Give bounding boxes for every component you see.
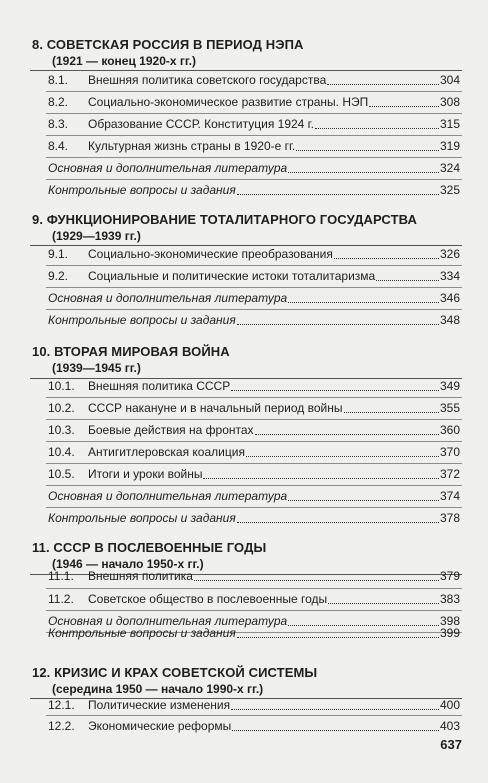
leader-dots bbox=[194, 580, 439, 581]
entry-title: Основная и дополнительная литература bbox=[48, 160, 288, 175]
entry-page: 324 bbox=[439, 160, 460, 175]
entry-title: Контрольные вопросы и задания bbox=[48, 510, 236, 525]
entry-page: 326 bbox=[439, 246, 460, 261]
leader-dots bbox=[288, 500, 439, 501]
entry-page: 360 bbox=[439, 422, 460, 437]
entry-page: 379 bbox=[439, 568, 460, 583]
entry-page: 349 bbox=[439, 378, 460, 393]
entry-number: 8.4. bbox=[48, 138, 69, 153]
entry-number: 10.2. bbox=[48, 400, 75, 415]
toc-entry[interactable] bbox=[48, 69, 460, 91]
entry-page: 403 bbox=[439, 718, 460, 733]
toc-entry[interactable] bbox=[48, 565, 460, 587]
leader-dots bbox=[369, 106, 439, 107]
section-subtitle: (1946 — начало 1950-х гг.) bbox=[52, 557, 204, 571]
toc-entry-literature[interactable] bbox=[48, 485, 460, 507]
entry-number: 8.1. bbox=[48, 72, 69, 87]
entry-title: Основная и дополнительная литература bbox=[48, 488, 288, 503]
leader-dots bbox=[237, 637, 439, 638]
entry-page: 319 bbox=[439, 138, 460, 153]
entry-page: 370 bbox=[439, 444, 460, 459]
leader-dots bbox=[203, 478, 438, 479]
entry-number: 10.5. bbox=[48, 466, 75, 481]
leader-dots bbox=[334, 258, 439, 259]
entry-page: 398 bbox=[439, 613, 460, 628]
leader-dots bbox=[237, 194, 439, 195]
entry-page: 334 bbox=[439, 268, 460, 283]
entry-number: 8.2. bbox=[48, 94, 69, 109]
page-number: 637 bbox=[440, 737, 462, 752]
toc-entry[interactable] bbox=[48, 375, 460, 397]
toc-entry[interactable] bbox=[48, 243, 460, 265]
entry-page: 304 bbox=[439, 72, 460, 87]
entry-title: Образование СССР. Конституция 1924 г. bbox=[88, 116, 314, 131]
section-subtitle: (1921 — конец 1920-х гг.) bbox=[52, 54, 196, 68]
toc-entry[interactable] bbox=[48, 441, 460, 463]
entry-title: Основная и дополнительная литература bbox=[48, 613, 288, 628]
entry-title: Контрольные вопросы и задания bbox=[48, 625, 236, 640]
toc-entry-literature[interactable] bbox=[48, 157, 460, 179]
entry-number: 12.2. bbox=[48, 718, 75, 733]
section-subtitle: (1939—1945 гг.) bbox=[52, 361, 141, 375]
entry-number: 12.1. bbox=[48, 697, 75, 712]
leader-dots bbox=[344, 412, 439, 413]
entry-page: 400 bbox=[439, 697, 460, 712]
toc-entry[interactable] bbox=[48, 694, 460, 716]
leader-dots bbox=[328, 603, 439, 604]
toc-entry-literature[interactable] bbox=[48, 287, 460, 309]
leader-dots bbox=[237, 522, 439, 523]
leader-dots bbox=[231, 390, 439, 391]
entry-title: Контрольные вопросы и задания bbox=[48, 312, 236, 327]
leader-dots bbox=[296, 150, 439, 151]
toc-entry-questions[interactable] bbox=[48, 179, 460, 201]
entry-page: 348 bbox=[439, 312, 460, 327]
section-title: 10. ВТОРАЯ МИРОВАЯ ВОЙНА bbox=[32, 344, 230, 359]
entry-page: 346 bbox=[439, 290, 460, 305]
toc-entry[interactable] bbox=[48, 463, 460, 485]
entry-number: 10.1. bbox=[48, 378, 75, 393]
entry-page: 383 bbox=[439, 591, 460, 606]
leader-dots bbox=[255, 434, 439, 435]
entry-number: 10.3. bbox=[48, 422, 75, 437]
section-title: 8. СОВЕТСКАЯ РОССИЯ В ПЕРИОД НЭПА bbox=[32, 37, 304, 52]
entry-title: Социальные и политические истоки тоталитаризма bbox=[88, 268, 376, 283]
toc-entry[interactable] bbox=[48, 135, 460, 157]
leader-dots bbox=[232, 730, 439, 731]
section-subtitle: (1929—1939 гг.) bbox=[52, 229, 141, 243]
section-title: 9. ФУНКЦИОНИРОВАНИЕ ТОТАЛИТАРНОГО ГОСУДАРСТВА bbox=[32, 212, 417, 227]
entry-title: Внешняя политика СССР bbox=[88, 378, 231, 393]
toc-entry-questions[interactable] bbox=[48, 507, 460, 529]
entry-title: Внешняя политика советского государства bbox=[88, 72, 327, 87]
entry-title: Антигитлеровская коалиция bbox=[88, 444, 245, 459]
entry-number: 8.3. bbox=[48, 116, 69, 131]
entry-title: Внешняя политика bbox=[88, 568, 193, 583]
entry-title: Основная и дополнительная литература bbox=[48, 290, 288, 305]
entry-number: 11.1. bbox=[48, 568, 74, 583]
toc-entry[interactable] bbox=[48, 588, 460, 610]
leader-dots bbox=[315, 128, 439, 129]
toc-entry[interactable] bbox=[48, 113, 460, 135]
entry-page: 315 bbox=[439, 116, 460, 131]
leader-dots bbox=[231, 709, 439, 710]
entry-number: 9.1. bbox=[48, 246, 69, 261]
entry-title: Социально-экономическое развитие страны. НЭП bbox=[88, 94, 369, 109]
toc-entry-questions[interactable] bbox=[48, 309, 460, 331]
entry-title: Контрольные вопросы и задания bbox=[48, 182, 236, 197]
entry-number: 9.2. bbox=[48, 268, 69, 283]
entry-title: Боевые действия на фронтах bbox=[88, 422, 254, 437]
entry-page: 355 bbox=[439, 400, 460, 415]
leader-dots bbox=[288, 302, 439, 303]
toc-entry[interactable] bbox=[48, 715, 460, 737]
toc-entry-questions[interactable] bbox=[48, 622, 460, 644]
entry-title: Политические изменения bbox=[88, 697, 231, 712]
leader-dots bbox=[376, 280, 439, 281]
leader-dots bbox=[288, 172, 439, 173]
leader-dots bbox=[327, 84, 439, 85]
section-subtitle: (середина 1950 — начало 1990-х гг.) bbox=[52, 682, 264, 696]
section-title: 11. СССР В ПОСЛЕВОЕННЫЕ ГОДЫ bbox=[32, 540, 267, 555]
entry-number: 10.4. bbox=[48, 444, 75, 459]
entry-title: Итоги и уроки войны bbox=[88, 466, 203, 481]
entry-number: 11.2. bbox=[48, 591, 74, 606]
leader-dots bbox=[246, 456, 439, 457]
entry-title: Социально-экономические преобразования bbox=[88, 246, 333, 261]
toc-entry[interactable] bbox=[48, 91, 460, 113]
leader-dots bbox=[237, 324, 439, 325]
entry-page: 372 bbox=[439, 466, 460, 481]
section-title: 12. КРИЗИС И КРАХ СОВЕТСКОЙ СИСТЕМЫ bbox=[32, 665, 318, 680]
toc-entry[interactable] bbox=[48, 419, 460, 441]
entry-page: 308 bbox=[439, 94, 460, 109]
entry-title: Экономические реформы bbox=[88, 718, 232, 733]
entry-page: 374 bbox=[439, 488, 460, 503]
entry-title: Культурная жизнь страны в 1920-е гг. bbox=[88, 138, 296, 153]
toc-entry[interactable] bbox=[48, 265, 460, 287]
toc-entry[interactable] bbox=[48, 397, 460, 419]
entry-page: 378 bbox=[439, 510, 460, 525]
entry-title: Советское общество в послевоенные годы bbox=[88, 591, 328, 606]
entry-page: 325 bbox=[439, 182, 460, 197]
entry-title: СССР накануне и в начальный период войны bbox=[88, 400, 343, 415]
entry-page: 399 bbox=[439, 625, 460, 640]
